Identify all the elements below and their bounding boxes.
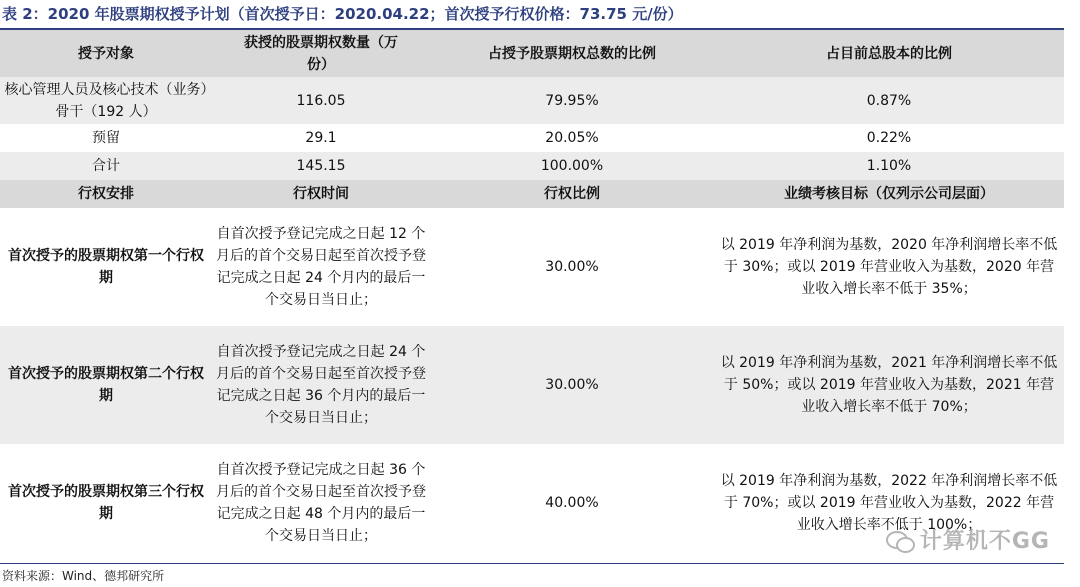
table-row <box>0 124 1064 152</box>
options-ratio-cell: 20.05% <box>430 124 714 152</box>
exercise-time-cell: 自首次授予登记完成之日起 36 个月后的首个交易日起至首次授予登记完成之日起 48 个月内的最后一个交易日当日止； <box>212 444 430 561</box>
exercise-ratio-cell: 30.00% <box>430 208 714 326</box>
performance-target-cell: 以 2019 年净利润为基数，2021 年净利润增长率不低于 50%；或以 2019 年营业收入为基数，2021 年营业收入增长率不低于 70%； <box>714 326 1064 444</box>
exercise-period-cell: 首次授予的股票期权第三个行权期 <box>0 444 212 561</box>
table-caption: 表 2：2020 年股票期权授予计划（首次授予日：2020.04.22；首次授予行权价格：73.75 元/份） <box>2 5 683 23</box>
header-share-of-capital: 占目前总股本的比例 <box>714 30 1064 77</box>
capital-ratio-cell: 0.22% <box>714 124 1064 152</box>
table-row <box>0 152 1064 180</box>
table-bottom-rule <box>0 563 1064 564</box>
header-exercise-time: 行权时间 <box>212 180 430 208</box>
options-ratio-cell: 79.95% <box>430 77 714 124</box>
exercise-period-cell: 首次授予的股票期权第一个行权期 <box>0 208 212 326</box>
table-row <box>0 208 1064 326</box>
watermark-text: 计算机不GG <box>919 529 1050 554</box>
options-ratio-cell: 100.00% <box>430 152 714 180</box>
options-cell: 145.15 <box>212 152 430 180</box>
header-exercise-ratio: 行权比例 <box>430 180 714 208</box>
table-row <box>0 77 1064 124</box>
options-cell: 29.1 <box>212 124 430 152</box>
performance-target-cell: 以 2019 年净利润为基数，2020 年净利润增长率不低于 30%；或以 2019 年营业收入为基数，2020 年营业收入增长率不低于 35%； <box>714 208 1064 326</box>
options-cell: 116.05 <box>212 77 430 124</box>
exercise-ratio-cell: 40.00% <box>430 444 714 561</box>
source-note: 资料来源：Wind、德邦研究所 <box>2 569 165 583</box>
exercise-ratio-cell: 30.00% <box>430 326 714 444</box>
wechat-icon <box>886 529 914 551</box>
grantee-cell: 合计 <box>0 152 212 180</box>
exercise-time-cell: 自首次授予登记完成之日起 12 个月后的首个交易日起至首次授予登记完成之日起 24 个月内的最后一个交易日当日止； <box>212 208 430 326</box>
exercise-header-row <box>0 180 1064 208</box>
performance-target-cell: 以 2019 年净利润为基数，2022 年净利润增长率不低于 70%；或以 2019 年营业收入为基数，2022 年营业收入增长率不低于 100%； <box>714 444 1064 561</box>
header-share-of-options: 占授予股票期权总数的比例 <box>430 30 714 77</box>
capital-ratio-cell: 0.87% <box>714 77 1064 124</box>
grantee-cell: 预留 <box>0 124 212 152</box>
header-exercise-arrangement: 行权安排 <box>0 180 212 208</box>
table-row <box>0 326 1064 444</box>
watermark <box>886 524 1050 555</box>
grantee-cell: 核心管理人员及核心技术（业务）骨干（192 人） <box>0 77 212 124</box>
header-options-granted: 获授的股票期权数量（万份） <box>212 30 430 77</box>
exercise-period-cell: 首次授予的股票期权第二个行权期 <box>0 326 212 444</box>
allocation-header-row <box>0 30 1064 77</box>
capital-ratio-cell: 1.10% <box>714 152 1064 180</box>
header-performance-target: 业绩考核目标（仅列示公司层面） <box>714 180 1064 208</box>
header-grantee: 授予对象 <box>0 30 212 77</box>
option-plan-table <box>0 30 1064 561</box>
exercise-time-cell: 自首次授予登记完成之日起 24 个月后的首个交易日起至首次授予登记完成之日起 36 个月内的最后一个交易日当日止； <box>212 326 430 444</box>
